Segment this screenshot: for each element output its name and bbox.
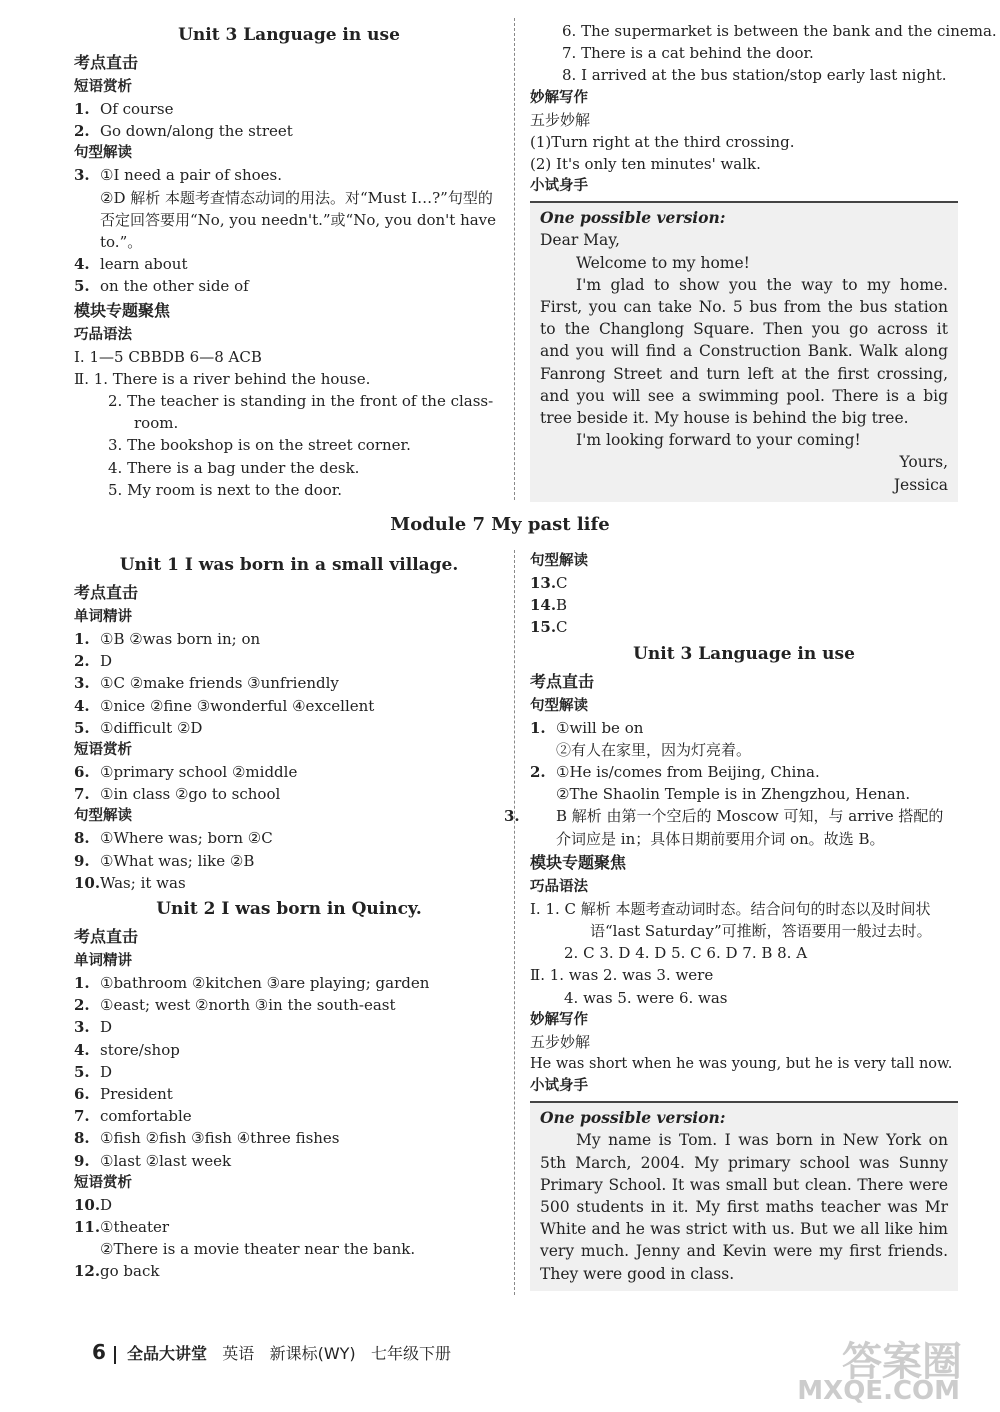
- answer-line: ②The Shaolin Temple is in Zhengzhou, Henan.: [556, 785, 911, 804]
- essay-line: Welcome to my home!: [576, 253, 750, 272]
- possible-version-label: One possible version:: [540, 1108, 726, 1128]
- section-heading: 考点直击: [74, 53, 139, 72]
- answer-line: 2. C 3. D 4. D 5. C 6. D 7. B 8. A: [564, 944, 808, 963]
- answer-line: 4. store/shop: [74, 1040, 180, 1059]
- section-heading: 考点直击: [74, 927, 139, 947]
- grade-label: 七年级下册: [370, 1344, 451, 1363]
- subsection-heading: 短语赏析: [74, 742, 132, 759]
- answer-line: 15.C: [530, 618, 568, 637]
- essay-greeting: Dear May,: [540, 231, 620, 250]
- top-right-column: [530, 20, 997, 502]
- answer-line: 2. The teacher is standing in the front of the class-: [108, 392, 494, 411]
- answer-line: 3. ①I need a pair of shoes.: [74, 166, 282, 185]
- bottom-left-column: [74, 550, 504, 1283]
- answer-line: 5. ①difficult ②D: [74, 718, 203, 737]
- answer-line: 2. Go down/along the street: [74, 122, 293, 141]
- answer-line: Ⅰ. 1—5 CBBDB 6—8 ACB: [74, 347, 262, 366]
- answer-line: 10.D: [74, 1195, 113, 1214]
- answer-line: 2. ①He is/comes from Beijing, China.: [530, 763, 820, 782]
- section-heading: 模块专题聚焦: [74, 300, 171, 320]
- answer-line: 1. ①bathroom ②kitchen ③are playing; garden: [74, 974, 430, 993]
- answer-line: 6. ①primary school ②middle: [74, 763, 298, 782]
- answer-line: 13.C: [530, 574, 568, 592]
- answer-line: 8. ①Where was; born ②C: [74, 829, 273, 848]
- subsection-heading: 妙解写作: [530, 1011, 588, 1028]
- possible-version-label: One possible version:: [540, 208, 726, 228]
- answer-line: 5. on the other side of: [74, 277, 249, 296]
- answer-line: 8. I arrived at the bus station/stop early last night.: [562, 66, 947, 85]
- answer-line: Ⅱ. 1. was 2. was 3. were: [530, 966, 714, 985]
- answer-line: room.: [134, 414, 179, 433]
- answer-line: 3. D: [74, 1018, 113, 1037]
- subsection-heading: 小试身手: [530, 178, 588, 195]
- sample-essay-box: [530, 201, 958, 502]
- answer-line: 8. ①fish ②fish ③fish ④three fishes: [74, 1129, 340, 1148]
- answer-line: ②有人在家里，因为灯亮着。: [556, 740, 752, 759]
- unit-title: Unit 2 I was born in Quincy.: [156, 899, 422, 920]
- page-footer: [92, 1340, 451, 1364]
- answer-line: 12.go back: [74, 1262, 160, 1281]
- answer-line: Ⅰ. 1. C 解析 本题考查动词时态。结合问句的时态以及时间状语“last Saturday”可推断，答语要用一般过去时。: [530, 899, 932, 941]
- answer-line: 6. President: [74, 1085, 173, 1104]
- answer-line: 4. learn about: [74, 255, 188, 274]
- subsection-heading: 短语赏析: [74, 79, 132, 95]
- watermark-logo: 答案圈: [842, 1339, 962, 1385]
- column-divider-bottom: [514, 550, 515, 1295]
- answer-line: 3. B 解析 由第一个空后的 Moscow 可知，与 arrive 搭配的介词应是 in；具体日期前要用介词 on。故选 B。: [504, 807, 944, 848]
- subject-label: 英语: [222, 1344, 255, 1363]
- column-divider-top: [514, 18, 515, 500]
- answer-line: 4. was 5. were 6. was: [564, 988, 728, 1007]
- answer-line: 4. ①nice ②fine ③wonderful ④excellent: [74, 696, 375, 715]
- answer-line: 5. D: [74, 1062, 113, 1081]
- answer-line: Ⅱ. 1. There is a river behind the house.: [74, 369, 371, 388]
- answer-line: (1)Turn right at the third crossing.: [530, 132, 795, 151]
- essay-paragraph: My name is Tom. I was born in New York on 5th March, 2004. My primary school was Sunny Primary School. It was small but clean. There were 500 students in it. My first maths teacher was Mr White and he was strict with us. But we all like him very much. Jenny and Kevin were my first friends. They were good in class.: [540, 1131, 948, 1283]
- subsection-heading: 句型解读: [74, 808, 132, 825]
- page-number: 6: [92, 1340, 106, 1364]
- bottom-right-column: [504, 550, 958, 1291]
- answer-line: 1. ①will be on: [530, 718, 644, 737]
- answer-line: 2. D: [74, 652, 113, 671]
- section-heading: 考点直击: [74, 583, 139, 602]
- answer-line: 4. There is a bag under the desk.: [108, 458, 360, 477]
- subsection-heading: 小试身手: [530, 1078, 588, 1095]
- answer-line: (2) It's only ten minutes' walk.: [530, 155, 761, 174]
- edition-label: 新课标(WY): [269, 1344, 356, 1363]
- essay-line: I'm looking forward to your coming!: [576, 431, 861, 450]
- unit-title: Unit 3 Language in use: [633, 643, 855, 664]
- answer-line: 9. ①What was; like ②B: [74, 851, 255, 870]
- section-heading: 考点直击: [530, 671, 595, 691]
- answer-line: 5. My room is next to the door.: [108, 480, 343, 499]
- answer-line: 1. ①B ②was born in; on: [74, 630, 261, 648]
- book-title: 全品大讲堂: [127, 1344, 208, 1363]
- section-heading: 模块专题聚焦: [530, 852, 627, 872]
- answer-line: 1. Of course: [74, 100, 174, 118]
- answer-explanation: ②D 解析 本题考查情态动词的用法。对“Must I…?”句型的否定回答要用“No, you needn't.”或“No, you don't have to.”。: [100, 188, 497, 252]
- answer-line: 7. comfortable: [74, 1107, 192, 1126]
- subsection-heading: 句型解读: [74, 145, 132, 162]
- answer-line: 7. ①in class ②go to school: [74, 785, 281, 804]
- subsection-heading: 单词精讲: [74, 609, 132, 625]
- subsection-heading: 句型解读: [530, 553, 588, 569]
- answer-line: 3. ①C ②make friends ③unfriendly: [74, 674, 339, 693]
- subsection-heading: 句型解读: [530, 697, 588, 714]
- answer-line: 2. ①east; west ②north ③in the south-east: [74, 996, 396, 1015]
- unit-title: Unit 1 I was born in a small village.: [119, 555, 459, 575]
- steps-label: 五步妙解: [530, 110, 591, 129]
- answer-line: ②There is a movie theater near the bank.: [100, 1240, 416, 1259]
- answer-line: 14.B: [530, 596, 568, 615]
- subsection-heading: 单词精讲: [74, 953, 132, 970]
- footer-divider: [114, 1346, 116, 1364]
- top-left-column: [74, 20, 504, 501]
- module-title: Module 7 My past life: [390, 514, 610, 535]
- steps-label: 五步妙解: [530, 1032, 591, 1051]
- watermark-url: MXQE.COM: [797, 1376, 960, 1406]
- answer-line: 7. There is a cat behind the door.: [562, 44, 814, 63]
- answer-line: 3. The bookshop is on the street corner.: [108, 436, 411, 455]
- answer-line: 10.Was; it was: [74, 873, 186, 892]
- answer-line: He was short when he was young, but he is very tall now.: [530, 1056, 953, 1073]
- subsection-heading: 巧品语法: [74, 326, 132, 343]
- unit-title: Unit 3 Language in use: [178, 25, 400, 45]
- answer-line: 11.①theater: [74, 1218, 170, 1237]
- subsection-heading: 妙解写作: [530, 89, 588, 106]
- sample-essay-box: [530, 1101, 958, 1291]
- answer-line: 9. ①last ②last week: [74, 1151, 232, 1170]
- essay-paragraph: I'm glad to show you the way to my home. First, you can take No. 5 bus from the bus station to the Changlong Square. Then you go across it and you will find a Construction Bank. Walk along Fanrong Street and turn left at the first crossing, and you will see a swimming pool. There is a big tree beside it. My house is behind the big tree.: [540, 275, 948, 428]
- subsection-heading: 短语赏析: [74, 1174, 132, 1191]
- subsection-heading: 巧品语法: [530, 878, 588, 895]
- essay-signature: Jessica: [893, 475, 948, 494]
- essay-closing: Yours,: [899, 453, 948, 472]
- answer-line: 6. The supermarket is between the bank and the cinema.: [562, 22, 997, 40]
